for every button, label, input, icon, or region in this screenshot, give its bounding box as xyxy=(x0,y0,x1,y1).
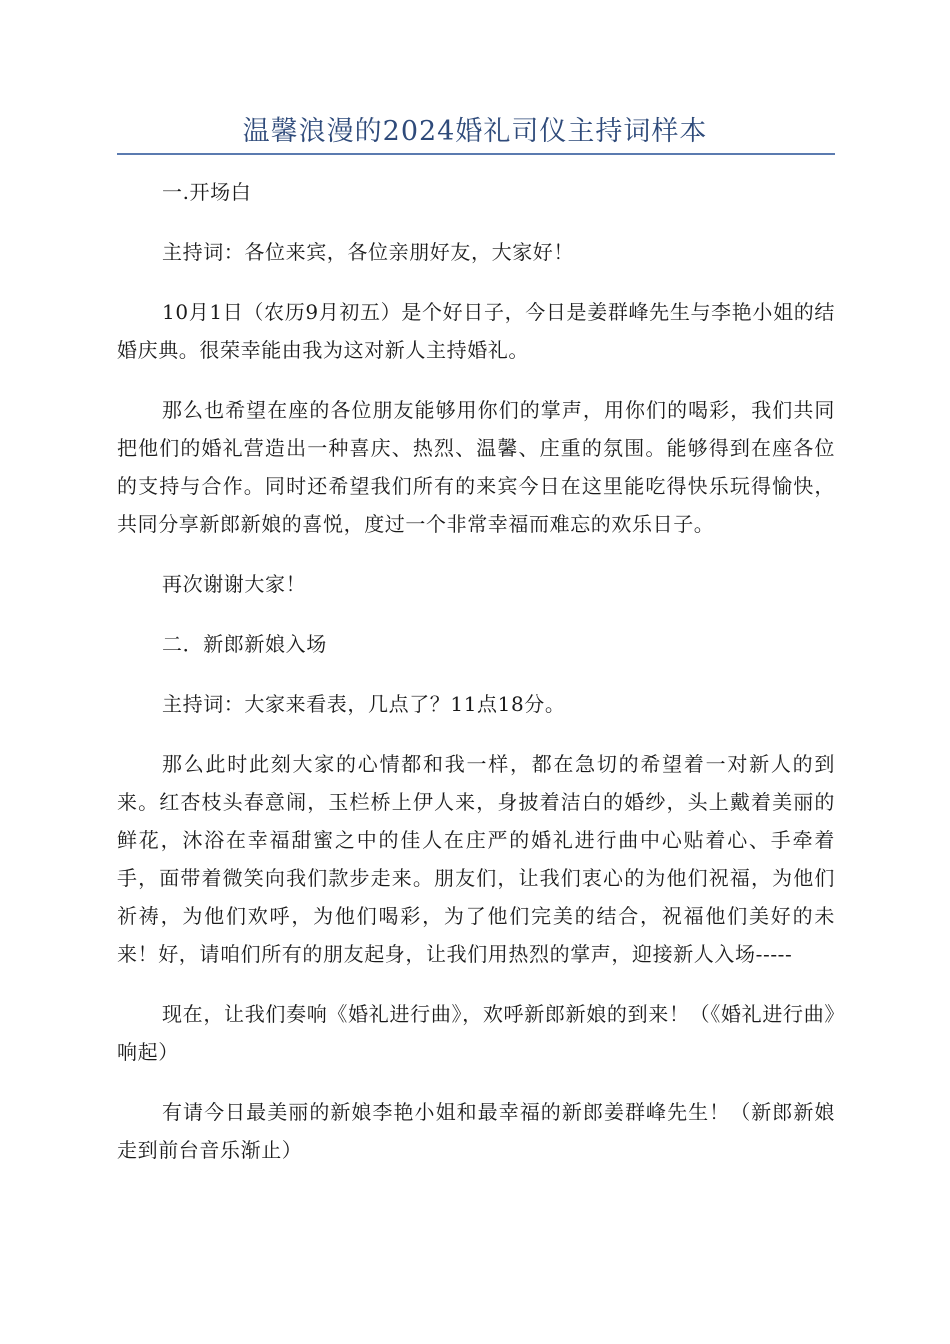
paragraph-date-intro: 10月1日（农历9月初五）是个好日子，今日是姜群峰先生与李艳小姐的结婚庆典。很荣幸能由我为这对新人主持婚礼。 xyxy=(117,300,835,362)
paragraph-audience-request: 那么也希望在座的各位朋友能够用你们的掌声，用你们的喝彩，我们共同把他们的婚礼营造出一种喜庆、热烈、温馨、庄重的氛围。能够得到在座各位的支持与合作。同时还希望我们所有的来宾今日在这里能吃得快乐玩得愉快，共同分享新郎新娘的喜悦，度过一个非常幸福而难忘的欢乐日子。 xyxy=(117,398,835,536)
paragraph-couple-invite: 有请今日最美丽的新娘李艳小姐和最幸福的新郎姜群峰先生！（新郎新娘走到前台音乐渐止） xyxy=(117,1100,835,1162)
paragraph-entrance-speech: 那么此时此刻大家的心情都和我一样，都在急切的希望着一对新人的到来。红杏枝头春意闹，玉栏桥上伊人来，身披着洁白的婚纱，头上戴着美丽的鲜花，沐浴在幸福甜蜜之中的佳人在庄严的婚礼进行曲中心贴着心、手牵着手，面带着微笑向我们款步走来。朋友们，让我们衷心的为他们祝福，为他们祈祷，为他们欢呼，为他们喝彩，为了他们完美的结合，祝福他们美好的未来！好，请咱们所有的朋友起身，让我们用热烈的掌声，迎接新人入场----- xyxy=(117,752,835,966)
section-heading-entrance: 二．新郎新娘入场 xyxy=(162,632,327,656)
document-body xyxy=(117,173,835,1191)
section-heading-opening: 一.开场白 xyxy=(162,180,252,204)
paragraph-time-check: 主持词：大家来看表，几点了？11点18分。 xyxy=(162,692,566,716)
title-underline xyxy=(117,153,835,155)
paragraph-wedding-march: 现在，让我们奏响《婚礼进行曲》，欢呼新郎新娘的到来！（《婚礼进行曲》响起） xyxy=(117,1002,835,1064)
document-title: 温馨浪漫的2024婚礼司仪主持词样本 xyxy=(242,116,708,147)
paragraph-greeting: 主持词：各位来宾，各位亲朋好友，大家好！ xyxy=(162,240,574,264)
paragraph-thanks: 再次谢谢大家！ xyxy=(162,572,307,596)
